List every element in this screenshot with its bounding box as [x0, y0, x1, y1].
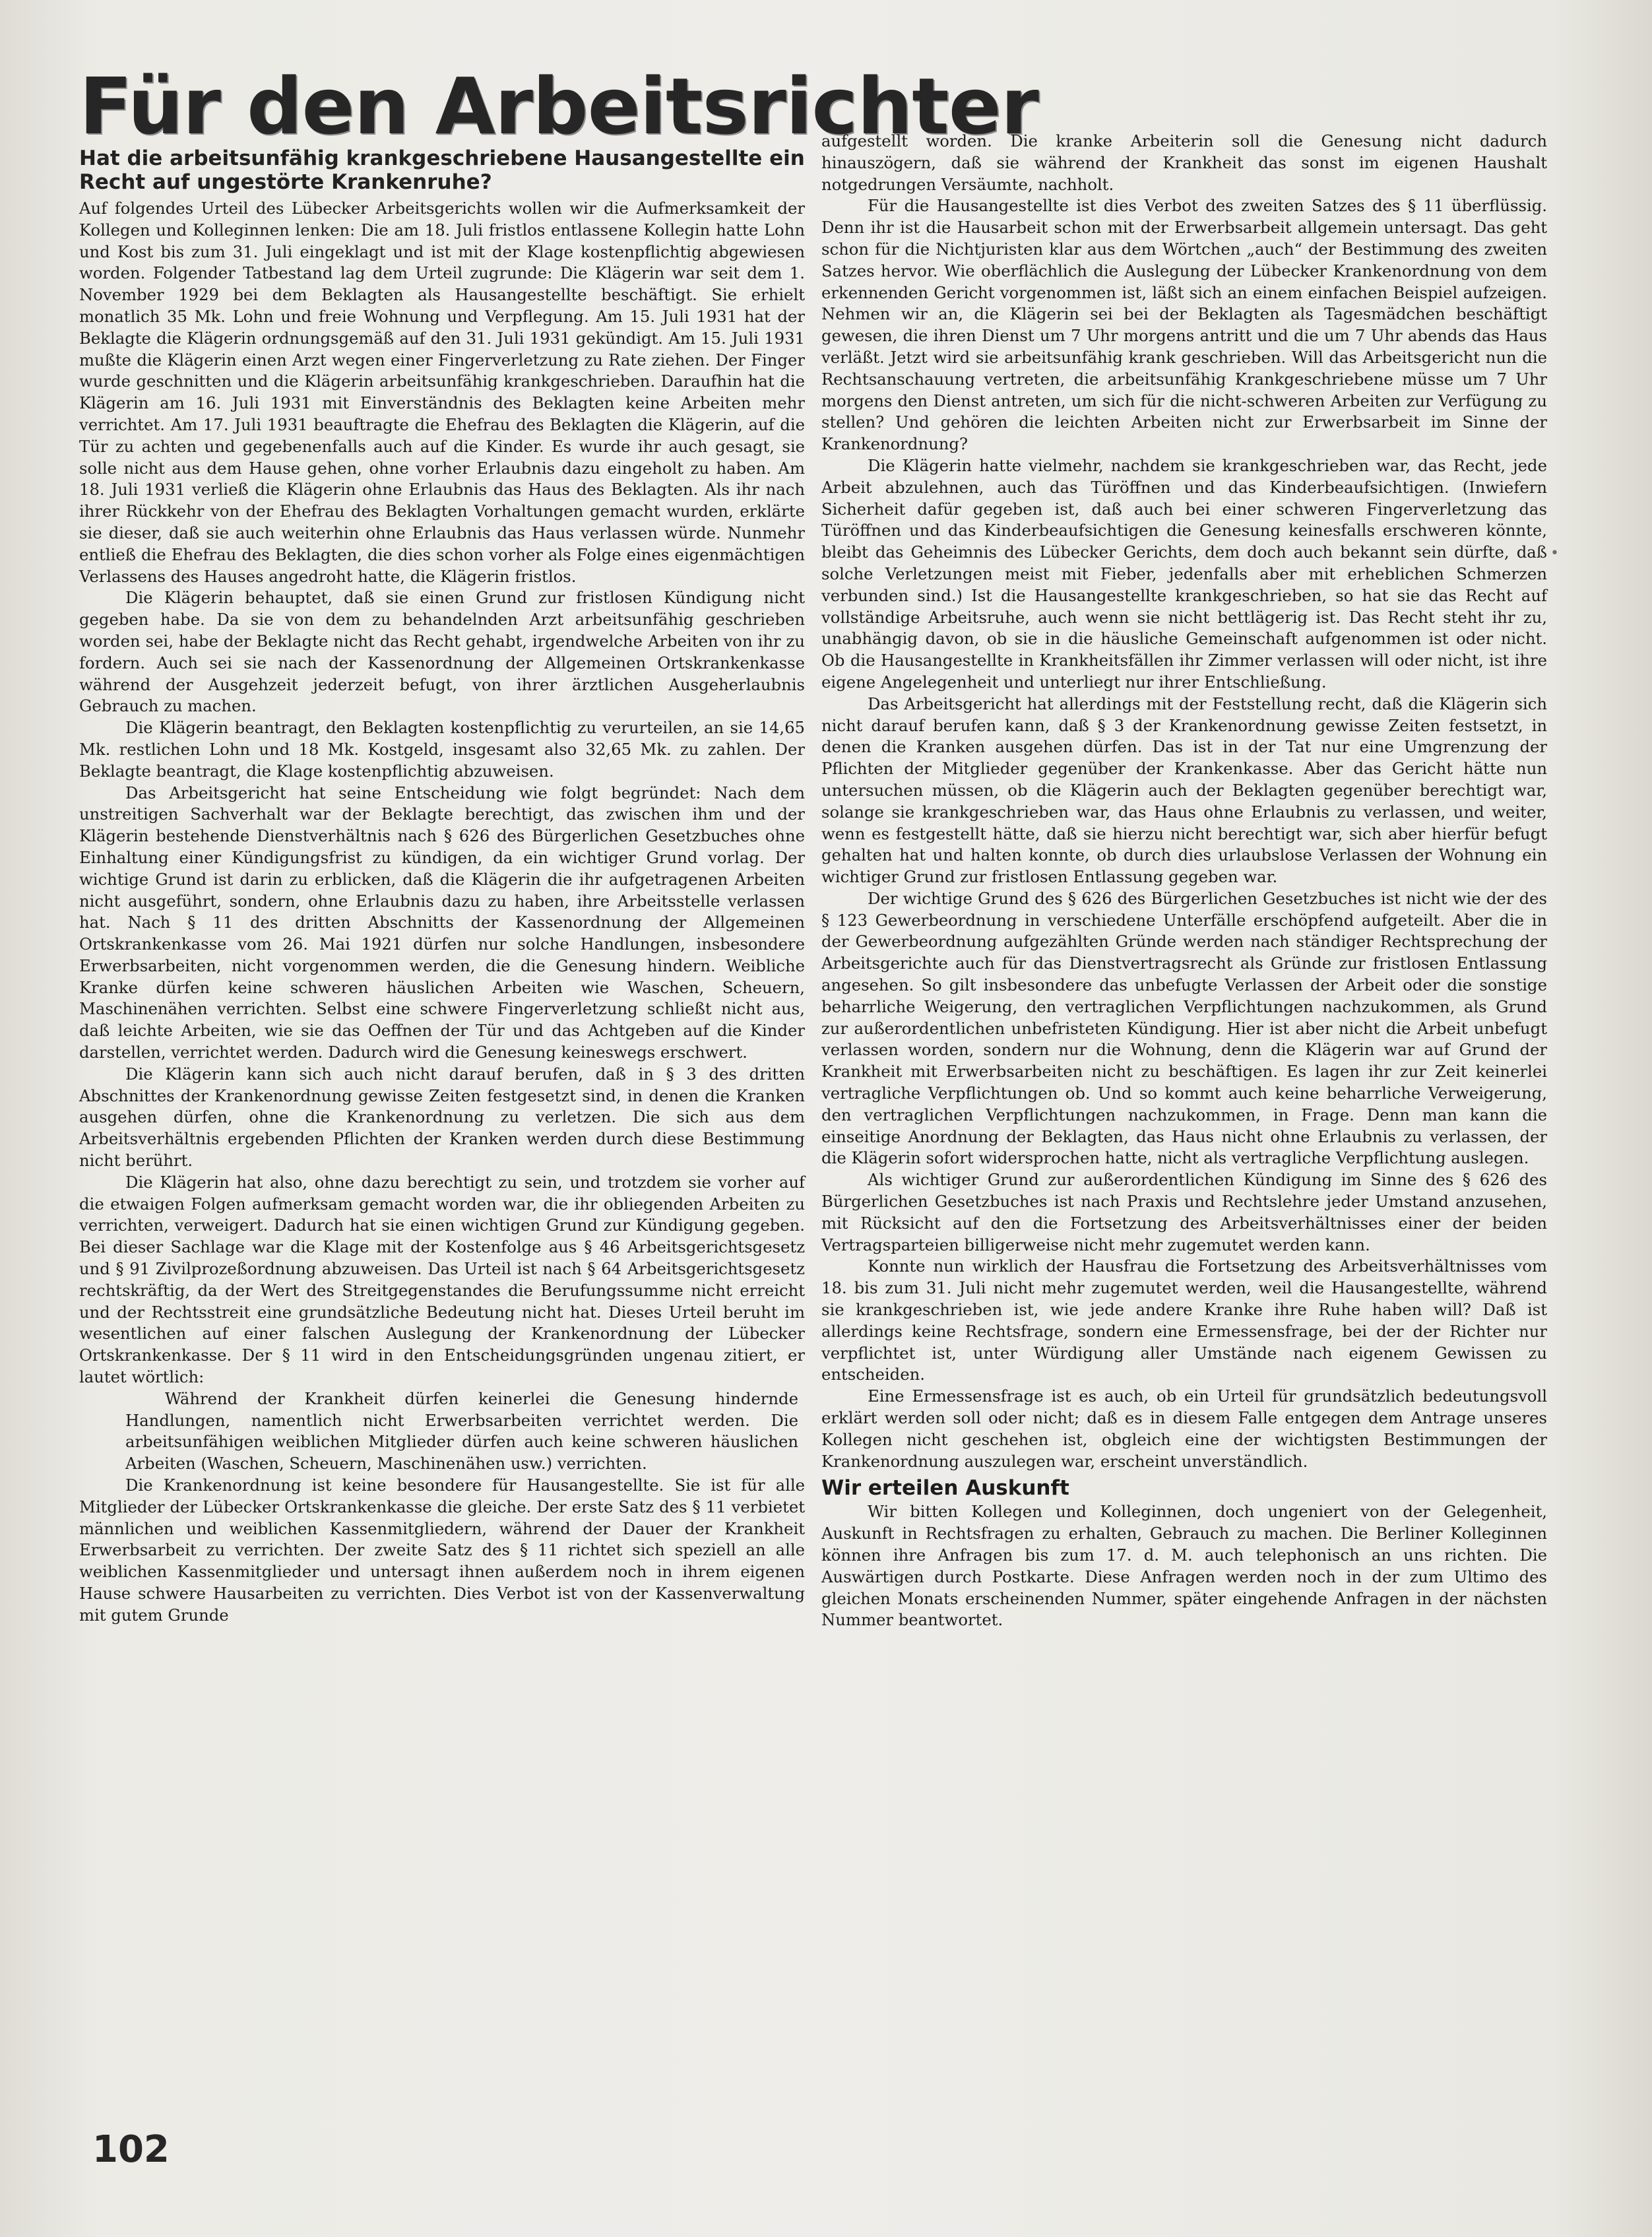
paragraph: Für die Hausangestellte ist dies Verbot des zweiten Satzes des § 11 überflüssig. Denn ihr ist die Hausarbeit schon mit der Erwerbsarbeit allgemein untersagt. Das geht schon für die Nichtjuristen klar aus dem Wörtchen „auch“ der Bestimmung des zweiten Satzes hervor. Wie oberflächlich die Auslegung der Lübecker Krankenordnung von dem erkennenden Gericht vorgenommen ist, läßt sich an einem einfachen Beispiel aufzeigen. Nehmen wir an, die Klägerin sei bei der Beklagten als Tagesmädchen beschäftigt gewesen, die ihren Dienst um 7 Uhr morgens antritt und die um 7 Uhr abends das Haus verläßt. Jetzt wird sie arbeitsunfähig krank geschrieben. Will das Arbeitsgericht nun die Rechtsanschauung vertreten, die arbeitsunfähig Krankgeschriebene müsse um 7 Uhr morgens den Dienst antreten, um sich für die nicht-schweren Arbeiten zur Verfügung zu stellen? Und gehören die leichten Arbeiten nicht zur Erwerbsarbeit im Sinne der Krankenordnung?: [821, 196, 1547, 454]
article-subtitle: Hat die arbeitsunfähig krankgeschriebene Hausangestellte ein Recht auf ungestörte Krankenruhe?: [79, 146, 805, 194]
margin-mark: •: [1550, 545, 1559, 562]
paragraph: Die Klägerin behauptet, daß sie einen Grund zur fristlosen Kündigung nicht gegeben habe. Da sie von dem zu behandelnden Arzt arbeitsunfähig geschrieben worden sei, habe der Beklagte nicht das Recht gehabt, irgendwelche Arbeiten von ihr zu fordern. Auch sei sie nach der Kassenordnung der Allgemeinen Ortskrankenkasse während der Ausgehzeit jederzeit befugt, von ihrer ärztlichen Ausgeherlaubnis Gebrauch zu machen.: [79, 588, 805, 716]
page-number: 102: [92, 2128, 170, 2171]
paragraph: aufgestellt worden. Die kranke Arbeiterin soll die Genesung nicht dadurch hinauszögern, daß sie während der Krankheit das sonst im eigenen Haushalt notgedrungen Versäumte, nachholt.: [821, 131, 1547, 194]
right-column: [821, 131, 1547, 2110]
paragraph: Die Klägerin kann sich auch nicht darauf berufen, daß in § 3 des dritten Abschnittes der Krankenordnung gewisse Zeiten festgesetzt sind, in denen die Kranken ausgehen dürfen, ohne die Krankenordnung zu verletzen. Die sich aus dem Arbeitsverhältnis ergebenden Pflichten der Kranken werden durch diese Bestimmung nicht berührt.: [79, 1064, 805, 1171]
paragraph: Der wichtige Grund des § 626 des Bürgerlichen Gesetzbuches ist nicht wie der des § 123 Gewerbeordnung in verschiedene Unterfälle erschöpfend aufgeteilt. Aber die in der Gewerbeordnung aufgezählten Gründe werden nach ständiger Rechtsprechung der Arbeitsgerichte auch für das Dienstvertragsrecht als Gründe zur fristlosen Entlassung angesehen. So gilt insbesondere das unbefugte Verlassen der Arbeit oder die sonstige beharrliche Weigerung, den vertraglichen Verpflichtungen nachzukommen, als Grund zur außerordentlichen unbefristeten Kündigung. Hier ist aber nicht die Arbeit unbefugt verlassen worden, sondern nur die Wohnung, denn die Klägerin war auf Grund der Krankheit mit Erwerbsarbeiten nicht zu beschäftigen. Es lagen ihr zur Zeit keinerlei vertragliche Verpflichtungen ob. Und so kommt auch keine beharrliche Verweigerung, den vertraglichen Verpflichtungen nachzukommen, in Frage. Denn man kann die einseitige Anordnung der Beklagten, das Haus nicht ohne Erlaubnis zu verlassen, der die Klägerin sofort widersprochen hatte, nicht als vertragliche Verpflichtung auslegen.: [821, 888, 1547, 1168]
law-quote: Während der Krankheit dürfen keinerlei die Genesung hindernde Handlungen, namentlich nicht Erwerbsarbeiten verrichtet werden. Die arbeitsunfähigen weiblichen Mitglieder dürfen auch keine schweren häuslichen Arbeiten (Waschen, Scheuern, Maschinenähen usw.) verrichten.: [125, 1388, 798, 1474]
paragraph: Konnte nun wirklich der Hausfrau die Fortsetzung des Arbeitsverhältnisses vom 18. bis zum 31. Juli nicht mehr zugemutet werden, weil die Hausangestellte, während sie krankgeschrieben ist, wie jede andere Kranke ihre Ruhe haben will? Daß ist allerdings keine Rechtsfrage, sondern eine Ermessensfrage, bei der der Richter nur verpflichtet ist, unter Würdigung aller Umstände nach eigenem Gewissen zu entscheiden.: [821, 1256, 1547, 1384]
paragraph: Das Arbeitsgericht hat seine Entscheidung wie folgt begründet: Nach dem unstreitigen Sachverhalt war der Beklagte berechtigt, das zwischen ihm und der Klägerin bestehende Dienstverhältnis nach § 626 des Bürgerlichen Gesetzbuches ohne Einhaltung einer Kündigungsfrist zu kündigen, da ein wichtiger Grund vorlag. Der wichtige Grund ist darin zu erblicken, daß die Klägerin die ihr aufgetragenen Arbeiten nicht ausgeführt, sondern, ohne Erlaubnis dazu zu haben, ihre Arbeitsstelle verlassen hat. Nach § 11 des dritten Abschnitts der Kassenordnung der Allgemeinen Ortskrankenkasse vom 26. Mai 1921 dürfen nur solche Handlungen, insbesondere Erwerbsarbeiten, nicht vorgenommen werden, die die Genesung hindern. Weibliche Kranke dürfen keine schweren häuslichen Arbeiten wie Waschen, Scheuern, Maschinenähen verrichten. Selbst eine schwere Fingerverletzung schließt nicht aus, daß leichte Arbeiten, wie sie das Oeffnen der Tür und das Achtgeben auf die Kinder darstellen, verrichtet werden. Dadurch wird die Genesung keineswegs erschwert.: [79, 783, 805, 1062]
paragraph: Als wichtiger Grund zur außerordentlichen Kündigung im Sinne des § 626 des Bürgerlichen Gesetzbuches ist nach Praxis und Rechtslehre jeder Umstand anzusehen, mit Rücksicht auf den die Fortsetzung des Arbeitsverhältnisses einer der beiden Vertragsparteien billigerweise nicht mehr zugemutet werden kann.: [821, 1170, 1547, 1254]
paragraph: Eine Ermessensfrage ist es auch, ob ein Urteil für grundsätzlich bedeutungsvoll erklärt werden soll oder nicht; daß es in diesem Falle entgegen dem Antrage unseres Kollegen nicht geschehen ist, obgleich eine der wichtigsten Bestimmungen der Krankenordnung auszulegen war, erscheint unverständlich.: [821, 1386, 1547, 1471]
paragraph: Die Klägerin beantragt, den Beklagten kostenpflichtig zu verurteilen, an sie 14,65 Mk. restlichen Lohn und 18 Mk. Kostgeld, insgesamt also 32,65 Mk. zu zahlen. Der Beklagte beantragt, die Klage kostenpflichtig abzuweisen.: [79, 718, 805, 781]
paragraph: Die Klägerin hat also, ohne dazu berechtigt zu sein, und trotzdem sie vorher auf die etwaigen Folgen aufmerksam gemacht worden war, die ihr obliegenden Arbeiten zu verrichten, verweigert. Dadurch hat sie einen wichtigen Grund zur Kündigung gegeben. Bei dieser Sachlage war die Klage mit der Kostenfolge aus § 46 Arbeitsgerichtsgesetz und § 91 Zivilprozeßordnung abzuweisen. Das Urteil ist nach § 64 Arbeitsgerichtsgesetz rechtskräftig, da der Wert des Streitgegenstandes die Berufungssumme nicht erreicht und der Rechtsstreit eine grundsätzliche Bedeutung nicht hat. Dieses Urteil beruht im wesentlichen auf einer falschen Auslegung der Krankenordnung der Lübecker Ortskrankenkasse. Der § 11 wird in den Entscheidungsgründen ungenau zitiert, er lautet wörtlich:: [79, 1172, 805, 1387]
paragraph: Die Krankenordnung ist keine besondere für Hausangestellte. Sie ist für alle Mitglieder der Lübecker Ortskrankenkasse die gleiche. Der erste Satz des § 11 verbietet männlichen und weiblichen Kassenmitgliedern, während der Dauer der Krankheit Erwerbsarbeit zu verrichten. Der zweite Satz des § 11 richtet sich speziell an alle weiblichen Kassenmitglieder und untersagt ihnen außerdem noch in ihrem eigenen Hause schwere Hausarbeiten zu verrichten. Dies Verbot ist von der Kassenverwaltung mit gutem Grunde: [79, 1475, 805, 1625]
left-column: [79, 146, 805, 2120]
section-heading: Wir erteilen Auskunft: [821, 1476, 1069, 1501]
paragraph: Die Klägerin hatte vielmehr, nachdem sie krankgeschrieben war, das Recht, jede Arbeit abzulehnen, auch das Türöffnen und das Kinderbeaufsichtigen. (Inwiefern Sicherheit dafür gegeben ist, daß auch bei einer schweren Fingerverletzung das Türöffnen und das Kinderbeaufsichtigen die Genesung keinesfalls erschweren könnte, bleibt das Geheimnis des Lübecker Gerichts, dem doch auch bekannt sein dürfte, daß solche Verletzungen meist mit Fieber, jedenfalls aber mit erheblichen Schmerzen verbunden sind.) Ist die Hausangestellte krankgeschrieben, so hat sie das Recht auf vollständige Arbeitsruhe, auch wenn sie nicht bettlägerig ist. Das Recht steht ihr zu, unabhängig davon, ob sie in die häusliche Gemeinschaft aufgenommen ist oder nicht. Ob die Hausangestellte in Krankheitsfällen ihr Zimmer verlassen will oder nicht, ist ihre eigene Angelegenheit und unterliegt nur ihrer Entschließung.: [821, 455, 1547, 692]
paragraph: Das Arbeitsgericht hat allerdings mit der Feststellung recht, daß die Klägerin sich nicht darauf berufen kann, daß § 3 der Krankenordnung gewisse Zeiten festsetzt, in denen die Kranken ausgehen dürfen. Das ist in der Tat nur eine Umgrenzung der Pflichten der Mitglieder gegenüber der Krankenkasse. Aber das Gericht hätte nun untersuchen müssen, ob die Klägerin auch der Beklagten gegenüber berechtigt war, solange sie krankgeschrieben war, das Haus ohne Erlaubnis zu verlassen, und weiter, wenn es festgestellt hätte, daß sie hierzu nicht berechtigt war, sich aber hierfür befugt gehalten hat und halten konnte, ob durch dies urlaubslose Verlassen der Wohnung ein wichtiger Grund zur fristlosen Entlassung gegeben war.: [821, 694, 1547, 887]
article-title: Für den Arbeitsrichter: [79, 61, 1038, 152]
paragraph: Auf folgendes Urteil des Lübecker Arbeitsgerichts wollen wir die Aufmerksamkeit der Kollegen und Kolleginnen lenken: Die am 18. Juli fristlos entlassene Kollegin hatte Lohn und Kost bis zum 31. Juli eingeklagt und ist mit der Klage kostenpflichtig abgewiesen worden. Folgender Tatbestand lag dem Urteil zugrunde: Die Klägerin war seit dem 1. November 1929 bei dem Beklagten als Hausangestellte beschäftigt. Sie erhielt monatlich 35 Mk. Lohn und freie Wohnung und Verpflegung. Am 15. Juli 1931 hat der Beklagte die Klägerin ordnungsgemäß auf den 31. Juli 1931 gekündigt. Am 15. Juli 1931 mußte die Klägerin einen Arzt wegen einer Fingerverletzung zu Rate ziehen. Der Finger wurde geschnitten und die Klägerin arbeitsunfähig krankgeschrieben. Daraufhin hat die Klägerin am 16. Juli 1931 mit Einverständnis des Beklagten keine Arbeiten mehr verrichtet. Am 17. Juli 1931 beauftragte die Ehefrau des Beklagten die Klägerin, auf die Tür zu achten und gegebenenfalls auch auf die Kinder. Es wurde ihr auch gesagt, sie solle nicht aus dem Hause gehen, ohne vorher Erlaubnis dazu eingeholt zu haben. Am 18. Juli 1931 verließ die Klägerin ohne Erlaubnis das Haus des Beklagten. Als ihr nach ihrer Rückkehr von der Ehefrau des Beklagten Vorhaltungen gemacht wurden, erklärte sie dieser, daß sie auch weiterhin ohne Erlaubnis das Haus verlassen würde. Nunmehr entließ die Ehefrau des Beklagten, die dies schon vorher als Folge eines eigenmächtigen Verlassens des Hauses angedroht hatte, die Klägerin fristlos.: [79, 199, 805, 586]
paragraph: Wir bitten Kollegen und Kolleginnen, doch ungeniert von der Gelegenheit, Auskunft in Rechtsfragen zu erhalten, Gebrauch zu machen. Die Berliner Kolleginnen können ihre Anfragen bis zum 17. d. M. auch telephonisch an uns richten. Die Auswärtigen durch Postkarte. Diese Anfragen werden noch in der zum Ultimo des gleichen Monats erscheinenden Nummer, später eingehende Anfragen in der nächsten Nummer beantwortet.: [821, 1502, 1547, 1630]
